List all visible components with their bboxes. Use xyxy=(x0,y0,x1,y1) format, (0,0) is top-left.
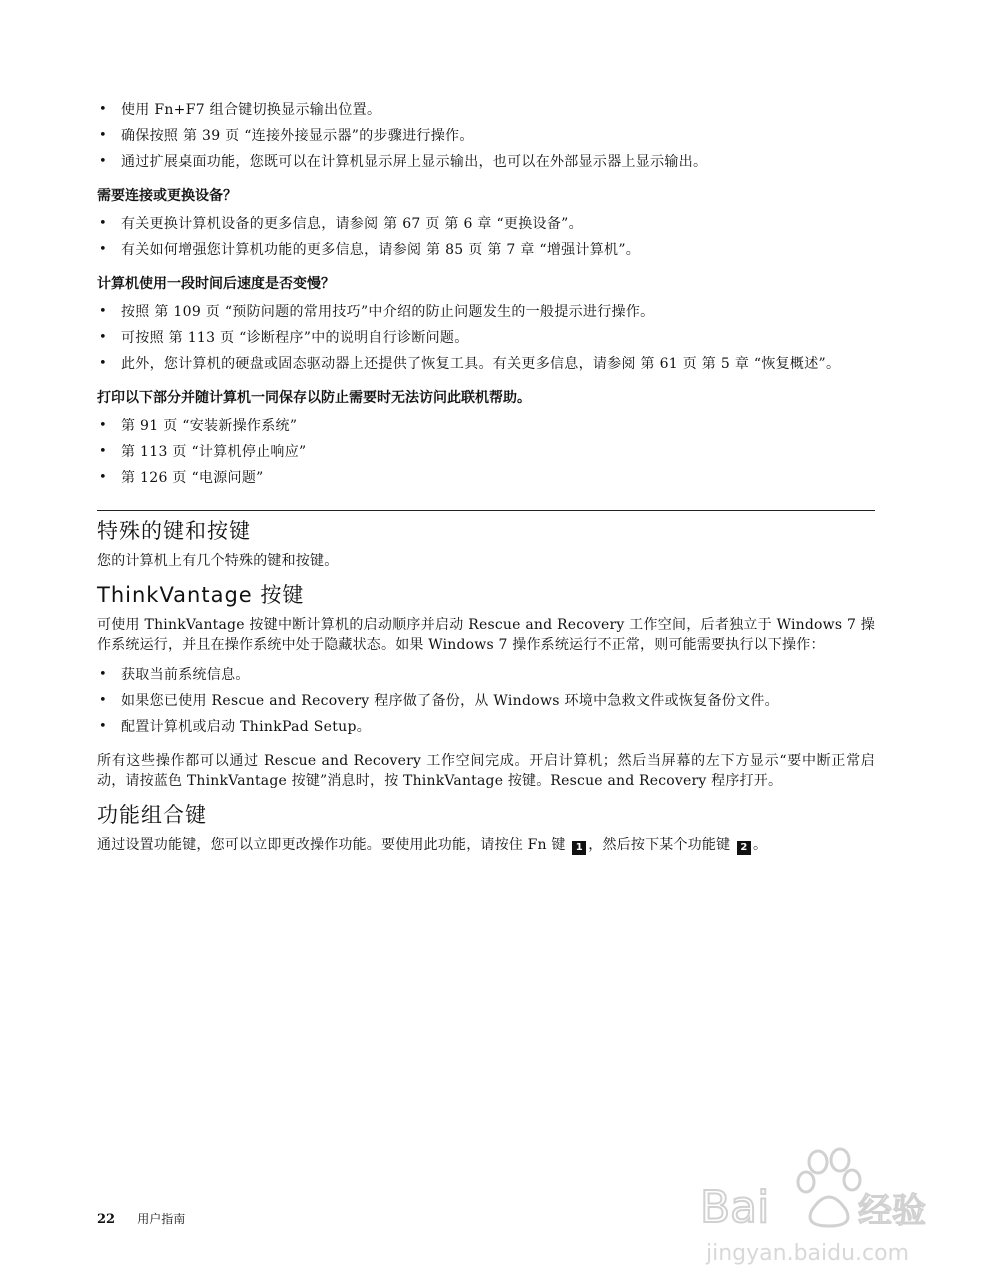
page-number: 22 xyxy=(97,1212,116,1227)
list-item: • 此外，您计算机的硬盘或固态驱动器上还提供了恢复工具。有关更多信息，请参阅 第 61 页 第 5 章 “恢复概述”。 xyxy=(97,354,875,374)
thinkvantage-paragraph-1: 可使用 ThinkVantage 按键中断计算机的启动顺序并启动 Rescue and Recovery 工作空间，后者独立于 Windows 7 操作系统运行，并且在操作系统中处于隐藏状态。如果 Windows 7 操作系统运行不正常，则可能需要执行以下操作： xyxy=(97,617,875,653)
list-item: • 有关如何增强您计算机功能的更多信息，请参阅 第 85 页 第 7 章 “增强计算机”。 xyxy=(97,240,875,260)
thinkvantage-bullet-list xyxy=(97,665,875,737)
list-item: • 确保按照 第 39 页 “连接外接显示器”的步骤进行操作。 xyxy=(97,126,875,146)
section-title-fn-keys: 功能组合键 xyxy=(97,803,207,827)
list-item: • 第 91 页 “安装新操作系统” xyxy=(97,416,875,436)
list-item: • 有关更换计算机设备的更多信息，请参阅 第 67 页 第 6 章 “更换设备”。 xyxy=(97,214,875,234)
list-item: • 第 113 页 “计算机停止响应” xyxy=(97,442,875,462)
question-heading-print: 打印以下部分并随计算机一同保存以防止需要时无法访问此联机帮助。 xyxy=(97,390,531,406)
page-content xyxy=(97,100,875,865)
question-heading-devices: 需要连接或更换设备？ xyxy=(97,188,237,204)
section-title-special-keys: 特殊的键和按键 xyxy=(97,519,251,543)
section-divider xyxy=(97,510,875,511)
svg-text:jingyan.baidu.com: jingyan.baidu.com xyxy=(706,1241,910,1266)
page-footer xyxy=(97,1210,185,1227)
section-title-thinkvantage: ThinkVantage 按键 xyxy=(97,583,305,607)
list-item: • 使用 Fn+F7 组合键切换显示输出位置。 xyxy=(97,100,875,120)
list-item: • 第 126 页 “电源问题” xyxy=(97,468,875,488)
svg-text:经验: 经验 xyxy=(858,1191,926,1231)
footer-title: 用户指南 xyxy=(137,1212,186,1226)
list-item: • 通过扩展桌面功能，您既可以在计算机显示屏上显示输出，也可以在外部显示器上显示输出。 xyxy=(97,152,875,172)
slow-bullet-list xyxy=(97,302,875,374)
fn-keys-paragraph xyxy=(97,835,875,855)
list-item: • 获取当前系统信息。 xyxy=(97,665,875,685)
devices-bullet-list xyxy=(97,214,875,260)
svg-text:Bai: Bai xyxy=(700,1182,770,1233)
special-keys-intro: 您的计算机上有几个特殊的键和按键。 xyxy=(97,553,339,569)
thinkvantage-paragraph-2: 所有这些操作都可以通过 Rescue and Recovery 工作空间完成。开启计算机；然后当屏幕的左下方显示“要中断正常启动，请按蓝色 ThinkVantage 按键”消息时，按 ThinkVantage 按键。Rescue and Recovery 程序打开。 xyxy=(97,753,875,789)
baidu-watermark-logo xyxy=(700,1140,940,1270)
fn-text-a: 通过设置功能键，您可以立即更改操作功能。要使用此功能，请按住 Fn 键 xyxy=(97,837,571,853)
top-bullet-list xyxy=(97,100,875,172)
callout-badge-2: 2 xyxy=(737,841,751,855)
list-item: • 配置计算机或启动 ThinkPad Setup。 xyxy=(97,717,875,737)
list-item: • 可按照 第 113 页 “诊断程序”中的说明自行诊断问题。 xyxy=(97,328,875,348)
list-item: • 按照 第 109 页 “预防问题的常用技巧”中介绍的防止问题发生的一般提示进行操作。 xyxy=(97,302,875,322)
list-item: • 如果您已使用 Rescue and Recovery 程序做了备份，从 Windows 环境中急救文件或恢复备份文件。 xyxy=(97,691,875,711)
print-bullet-list xyxy=(97,416,875,488)
baidu-paw-icon xyxy=(700,1140,940,1270)
fn-text-c: 。 xyxy=(752,837,768,853)
callout-badge-1: 1 xyxy=(572,841,586,855)
fn-text-b: ，然后按下某个功能键 xyxy=(588,837,735,853)
question-heading-slow: 计算机使用一段时间后速度是否变慢？ xyxy=(97,276,335,292)
